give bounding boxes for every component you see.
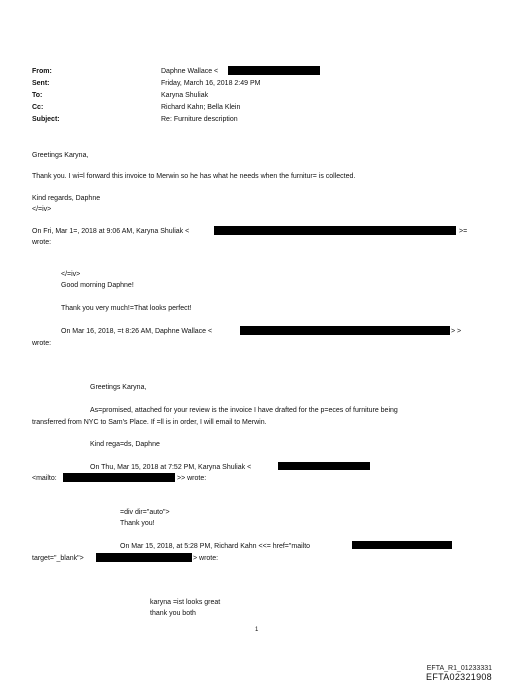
quote-header: On Mar 16, 2018, =t 8:26 AM, Daphne Wallace <: [61, 328, 213, 335]
page-number: 1: [255, 627, 259, 633]
message-line: As=promised, attached for your review is the invoice I have drafted for the p=eces of furniture being: [90, 407, 398, 414]
message-line: karyna =ist looks great: [150, 599, 221, 606]
message-line: transferred from NYC to Sam's Place. If =ll is in order, I will email to Merwin.: [32, 419, 267, 426]
quote-header: On Fri, Mar 1=, 2018 at 9:06 AM, Karyna Shuliak <: [32, 228, 190, 235]
html-fragment: =div dir="auto">: [120, 509, 170, 516]
target-fragment: target="_blank">: [32, 555, 84, 562]
quote-wrote: wrote:: [32, 239, 52, 246]
cc-value: Richard Kahn; Bella Klein: [161, 104, 241, 111]
message-line: Thank you. I wi=l forward this invoice to Merwin so he has what he needs when the furnitur= is collected.: [32, 173, 356, 180]
message-line: Thank you!: [120, 520, 155, 527]
greeting: Greetings Karyna,: [32, 152, 89, 159]
from-value: Daphne Wallace <: [161, 68, 219, 75]
message-line: Thank you very much!=That looks perfect!: [61, 305, 192, 312]
redaction-block: [352, 541, 452, 549]
quote-wrote: wrote:: [32, 340, 52, 347]
quote-header-end: >=: [459, 228, 468, 235]
to-value: Karyna Shuliak: [161, 92, 209, 99]
quote-header: On Thu, Mar 15, 2018 at 7:52 PM, Karyna Shuliak <: [90, 464, 252, 471]
sent-value: Friday, March 16, 2018 2:49 PM: [161, 80, 261, 87]
redaction-block: [63, 473, 175, 482]
message-line: thank you both: [150, 610, 196, 617]
to-label: To:: [32, 92, 43, 99]
redaction-block: [240, 326, 450, 335]
from-label: From:: [32, 68, 52, 75]
redaction-block: [214, 226, 456, 235]
mailto-prefix: <mailto:: [32, 475, 57, 482]
subject-label: Subject:: [32, 116, 60, 123]
redaction-block: [278, 462, 370, 470]
quote-wrote: >> wrote:: [177, 475, 207, 482]
sent-label: Sent:: [32, 80, 50, 87]
div-close: </=iv>: [61, 271, 81, 278]
quote-header: On Mar 15, 2018, at 5:28 PM, Richard Kahn <<= href="mailto: [120, 543, 311, 550]
redaction-block: [96, 553, 192, 562]
div-close: </=iv>: [32, 206, 52, 213]
message-line: Good morning Daphne!: [61, 282, 134, 289]
redaction-block: [228, 66, 320, 75]
regards: Kind regards, Daphne: [32, 195, 101, 202]
quote-header-end: > >: [451, 328, 462, 335]
cc-label: Cc:: [32, 104, 44, 111]
document-id-small: EFTA_R1_01233331: [426, 665, 492, 672]
subject-value: Re: Furniture description: [161, 116, 238, 123]
greeting: Greetings Karyna,: [90, 384, 147, 391]
quote-wrote: > wrote:: [193, 555, 219, 562]
document-id-large: EFTA02321908: [426, 672, 492, 682]
regards: Kind rega=ds, Daphne: [90, 441, 160, 448]
